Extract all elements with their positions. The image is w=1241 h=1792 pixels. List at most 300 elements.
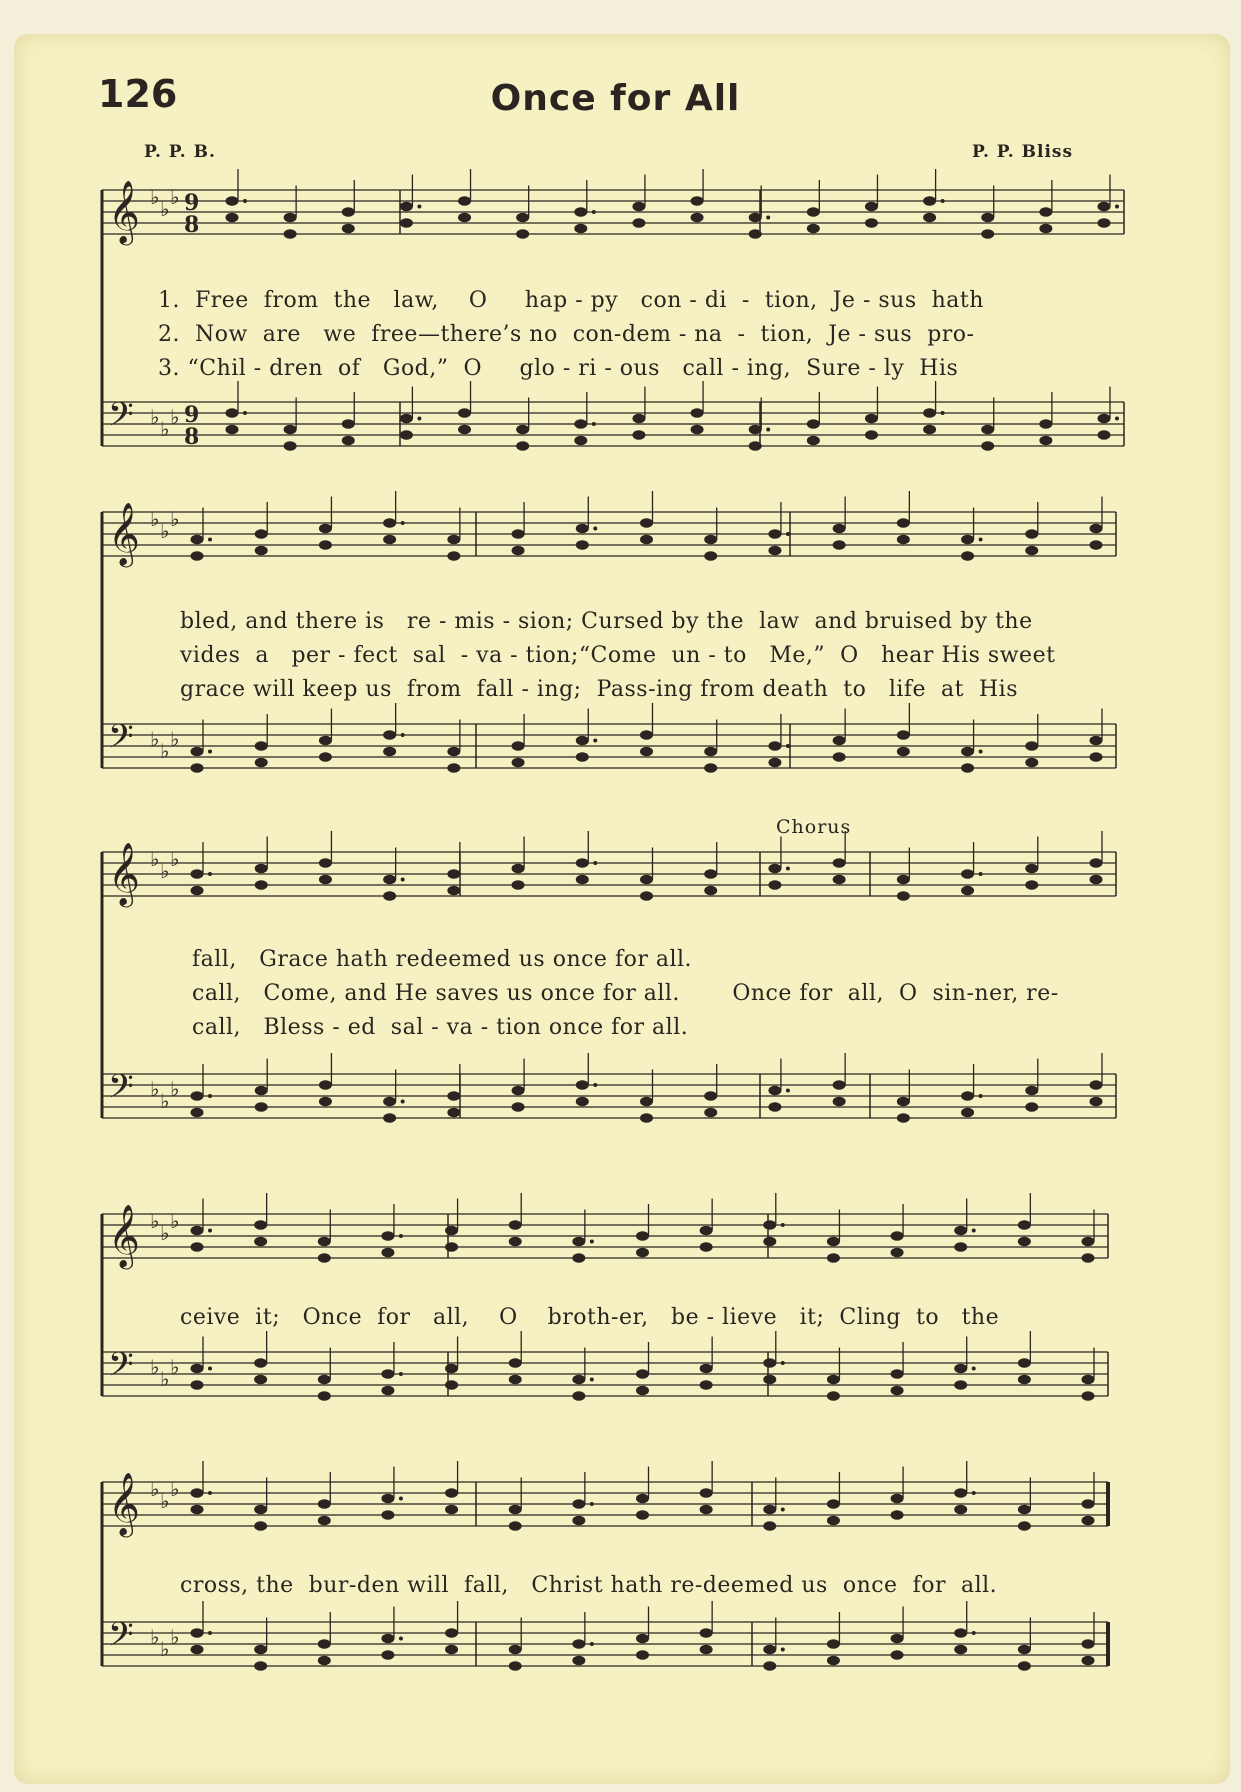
note-head [400, 218, 413, 228]
note-head [319, 524, 332, 534]
chorus-label: Chorus [776, 816, 852, 838]
time-sig-top: 9 [184, 190, 200, 216]
dot [1115, 417, 1119, 421]
note-head [640, 518, 653, 528]
flat-sign: ♭ [170, 1355, 180, 1379]
note-head [833, 858, 846, 868]
flat-sign: ♭ [170, 507, 180, 531]
dot [766, 428, 770, 432]
dot [972, 1229, 976, 1233]
time-sig-top: 9 [184, 402, 200, 428]
dot [401, 1100, 405, 1104]
note-head [572, 1391, 585, 1401]
flat-sign: ♭ [160, 859, 170, 883]
flat-sign: ♭ [150, 847, 160, 871]
note-head [700, 1380, 713, 1390]
note-head [572, 1499, 585, 1509]
hymn-number: 126 [98, 72, 178, 116]
dot [972, 1491, 976, 1495]
note-head [509, 1358, 522, 1368]
note-head [923, 425, 936, 435]
note-head [833, 736, 846, 746]
note-head [1090, 736, 1103, 746]
note-head [254, 1521, 267, 1531]
note-head [576, 1097, 589, 1107]
note-head [383, 730, 396, 740]
note-head [574, 436, 587, 446]
note-head [191, 535, 204, 545]
dot [592, 210, 596, 214]
note-head [574, 224, 587, 234]
note-head [1090, 1097, 1103, 1107]
dot [786, 532, 790, 536]
note-head [827, 1656, 840, 1666]
note-head [768, 741, 781, 751]
note-head [981, 425, 994, 435]
note-head [284, 441, 297, 451]
note-head [763, 1661, 776, 1671]
note-head [509, 1237, 522, 1247]
note-head [954, 1488, 967, 1498]
note-head [632, 414, 645, 424]
note-head [512, 529, 525, 539]
note-head [319, 875, 332, 885]
note-head [807, 224, 820, 234]
note-head [191, 1628, 204, 1638]
note-head [516, 441, 529, 451]
note-head [284, 213, 297, 223]
note-head [768, 1086, 781, 1096]
note-head [749, 213, 762, 223]
dot [399, 1637, 403, 1641]
dot [208, 750, 212, 754]
note-head [191, 1380, 204, 1390]
note-head [768, 758, 781, 768]
note-head [1082, 1656, 1095, 1666]
bass-clef: 𝄢 [108, 396, 134, 442]
note-head [897, 535, 910, 545]
note-head [636, 1634, 649, 1644]
dot [766, 216, 770, 220]
note-head [255, 880, 268, 890]
note-head [640, 730, 653, 740]
note-head [640, 875, 653, 885]
note-head [763, 1505, 776, 1515]
note-head [576, 736, 589, 746]
note-head [512, 880, 525, 890]
note-head [954, 1242, 967, 1252]
note-head [1025, 758, 1038, 768]
note-head [827, 1391, 840, 1401]
note-head [749, 229, 762, 239]
bass-clef: 𝄢 [108, 1068, 134, 1114]
note-head [512, 864, 525, 874]
dot [972, 1367, 976, 1371]
note-head [954, 1364, 967, 1374]
note-head [512, 1086, 525, 1096]
dot [243, 199, 247, 203]
note-head [383, 1097, 396, 1107]
note-head [1098, 430, 1111, 440]
note-head [961, 1108, 974, 1118]
note-head [255, 864, 268, 874]
note-head [509, 1505, 522, 1515]
note-head [381, 1369, 394, 1379]
note-head [704, 747, 717, 757]
flat-sign: ♭ [160, 739, 170, 763]
note-head [1039, 224, 1052, 234]
flat-sign: ♭ [160, 1637, 170, 1661]
treble-clef: 𝄞 [108, 180, 140, 243]
note-head [704, 1108, 717, 1118]
note-head [763, 1358, 776, 1368]
music-credit: P. P. Bliss [972, 142, 1074, 162]
note-head [447, 1091, 460, 1101]
note-head [961, 747, 974, 757]
note-head [381, 1494, 394, 1504]
note-head [445, 1226, 458, 1236]
flat-sign: ♭ [150, 1077, 160, 1101]
note-head [923, 408, 936, 418]
note-head [191, 1226, 204, 1236]
note-head [1090, 1080, 1103, 1090]
dot [243, 411, 247, 415]
note-head [576, 1080, 589, 1090]
dot [781, 1508, 785, 1512]
note-head [923, 213, 936, 223]
dot [208, 1491, 212, 1495]
note-head [400, 202, 413, 212]
dot [401, 733, 405, 737]
note-head [509, 1375, 522, 1385]
note-head [891, 1510, 904, 1520]
note-head [636, 1248, 649, 1258]
note-head [827, 1237, 840, 1247]
note-head [447, 869, 460, 879]
note-head [691, 196, 704, 206]
note-head [632, 218, 645, 228]
note-head [381, 1634, 394, 1644]
note-head [445, 1380, 458, 1390]
dot [786, 744, 790, 748]
lyric-s1-v2: 2. Now are we free—there’s no con-dem - na - tion, Je - sus pro- [158, 322, 975, 347]
note-head [447, 535, 460, 545]
note-head [833, 752, 846, 762]
note-head [1090, 858, 1103, 868]
dot [208, 1094, 212, 1098]
note-head [704, 1091, 717, 1101]
note-head [254, 1505, 267, 1515]
flat-sign: ♭ [160, 519, 170, 543]
note-head [640, 1113, 653, 1123]
note-head [700, 1645, 713, 1655]
flat-sign: ♭ [170, 405, 180, 429]
note-head [572, 1639, 585, 1649]
note-head [574, 207, 587, 217]
dot [786, 867, 790, 871]
note-head [574, 419, 587, 429]
note-head [833, 1080, 846, 1090]
note-head [445, 1505, 458, 1515]
note-head [636, 1494, 649, 1504]
note-head [1025, 529, 1038, 539]
note-head [954, 1645, 967, 1655]
note-head [961, 1091, 974, 1101]
note-head [897, 875, 910, 885]
flat-sign: ♭ [150, 1477, 160, 1501]
note-head [691, 213, 704, 223]
note-head [768, 546, 781, 556]
note-head [572, 1516, 585, 1526]
bass-clef: 𝄢 [108, 1616, 134, 1662]
lyric-s3-v2: call, Come, and He saves us once for all. Once for all, O sin-ner, re- [192, 981, 1059, 1006]
note-head [865, 430, 878, 440]
note-head [226, 425, 239, 435]
lyric-s5: cross, the bur-den will fall, Christ hath re-deemed us once for all. [180, 1573, 998, 1598]
note-head [318, 1656, 331, 1666]
note-head [897, 730, 910, 740]
dot [590, 1378, 594, 1382]
note-head [827, 1516, 840, 1526]
note-head [447, 886, 460, 896]
note-head [1082, 1375, 1095, 1385]
dot [590, 1642, 594, 1646]
note-head [1018, 1661, 1031, 1671]
note-head [191, 1505, 204, 1515]
note-head [516, 425, 529, 435]
note-head [191, 747, 204, 757]
dot [208, 1631, 212, 1635]
note-head [445, 1628, 458, 1638]
note-head [226, 213, 239, 223]
note-head [381, 1248, 394, 1258]
dot [781, 1223, 785, 1227]
note-head [833, 540, 846, 550]
treble-clef: 𝄞 [108, 502, 140, 565]
note-head [383, 518, 396, 528]
note-head [749, 441, 762, 451]
flat-sign: ♭ [160, 1367, 170, 1391]
note-head [255, 546, 268, 556]
note-head [1025, 880, 1038, 890]
note-head [632, 430, 645, 440]
note-head [318, 1516, 331, 1526]
lyric-s2-v1: bled, and there is re - mis - sion; Cursed by the law and bruised by the [180, 609, 1033, 634]
note-head [226, 408, 239, 418]
dot [979, 1094, 983, 1098]
note-head [636, 1386, 649, 1396]
flat-sign: ♭ [160, 1221, 170, 1245]
note-head [865, 218, 878, 228]
note-head [319, 752, 332, 762]
note-head [458, 425, 471, 435]
note-head [318, 1639, 331, 1649]
note-head [1018, 1645, 1031, 1655]
note-head [191, 886, 204, 896]
note-head [923, 196, 936, 206]
note-head [897, 518, 910, 528]
dot [593, 739, 597, 743]
flat-sign: ♭ [170, 1077, 180, 1101]
note-head [447, 551, 460, 561]
note-head [636, 1650, 649, 1660]
note-head [1025, 1086, 1038, 1096]
note-head [255, 758, 268, 768]
dot [972, 1631, 976, 1635]
note-head [961, 535, 974, 545]
note-head [254, 1237, 267, 1247]
dot [781, 1361, 785, 1365]
note-head [1090, 752, 1103, 762]
hymn-title-text: Once for All [490, 78, 741, 119]
note-head [445, 1242, 458, 1252]
note-head [763, 1237, 776, 1247]
dot [399, 1372, 403, 1376]
note-head [445, 1364, 458, 1374]
dot [593, 861, 597, 865]
note-head [516, 213, 529, 223]
note-head [381, 1231, 394, 1241]
note-head [458, 196, 471, 206]
note-head [640, 891, 653, 901]
note-head [509, 1645, 522, 1655]
note-head [512, 546, 525, 556]
note-head [763, 1645, 776, 1655]
note-head [284, 229, 297, 239]
note-head [576, 875, 589, 885]
note-head [807, 419, 820, 429]
note-head [342, 224, 355, 234]
flat-sign: ♭ [150, 507, 160, 531]
dot [417, 205, 421, 209]
bass-clef: 𝄢 [108, 718, 134, 764]
dot [590, 1502, 594, 1506]
note-head [254, 1220, 267, 1230]
note-head [255, 529, 268, 539]
note-head [1039, 207, 1052, 217]
dot [592, 422, 596, 426]
note-head [509, 1521, 522, 1531]
note-head [1082, 1237, 1095, 1247]
note-head [704, 763, 717, 773]
note-head [400, 414, 413, 424]
note-head [383, 535, 396, 545]
dot [593, 1083, 597, 1087]
lyric-s1-v3: 3. “Chil - dren of God,” O glo - ri - ous call - ing, Sure - ly His [158, 356, 959, 381]
note-head [191, 1108, 204, 1118]
note-head [1018, 1358, 1031, 1368]
note-head [254, 1661, 267, 1671]
note-head [636, 1369, 649, 1379]
note-head [768, 864, 781, 874]
note-head [319, 1097, 332, 1107]
note-head [458, 213, 471, 223]
words-credit: P. P. B. [144, 142, 216, 162]
flat-sign: ♭ [160, 417, 170, 441]
note-head [342, 419, 355, 429]
note-head [572, 1237, 585, 1247]
note-head [342, 436, 355, 446]
note-head [1082, 1516, 1095, 1526]
note-head [827, 1639, 840, 1649]
note-head [704, 535, 717, 545]
note-head [318, 1499, 331, 1509]
note-head [1082, 1253, 1095, 1263]
note-head [191, 1091, 204, 1101]
flat-sign: ♭ [150, 727, 160, 751]
note-head [191, 1364, 204, 1374]
note-head [749, 425, 762, 435]
note-head [255, 1086, 268, 1096]
note-head [319, 1080, 332, 1090]
note-head [447, 747, 460, 757]
note-head [319, 858, 332, 868]
lyric-s4: ceive it; Once for all, O broth-er, be - lieve it; Cling to the [180, 1305, 1000, 1330]
note-head [445, 1488, 458, 1498]
note-head [191, 869, 204, 879]
note-head [763, 1521, 776, 1531]
note-head [1018, 1505, 1031, 1515]
dot [979, 750, 983, 754]
note-head [1090, 875, 1103, 885]
note-head [572, 1656, 585, 1666]
flat-sign: ♭ [170, 1625, 180, 1649]
note-head [458, 408, 471, 418]
note-head [640, 747, 653, 757]
note-head [891, 1369, 904, 1379]
dot [979, 872, 983, 876]
dot [417, 417, 421, 421]
note-head [576, 540, 589, 550]
note-head [191, 763, 204, 773]
note-head [636, 1231, 649, 1241]
dot [1115, 205, 1119, 209]
dot [979, 538, 983, 542]
flat-sign: ♭ [150, 1625, 160, 1649]
note-head [318, 1253, 331, 1263]
note-head [807, 207, 820, 217]
note-head [447, 763, 460, 773]
note-head [897, 1113, 910, 1123]
note-head [891, 1494, 904, 1504]
note-head [1039, 419, 1052, 429]
dot [399, 1497, 403, 1501]
note-head [763, 1375, 776, 1385]
flat-sign: ♭ [160, 1489, 170, 1513]
note-head [318, 1391, 331, 1401]
note-head [1082, 1639, 1095, 1649]
note-head [640, 535, 653, 545]
note-head [891, 1248, 904, 1258]
note-head [691, 408, 704, 418]
time-sig-bottom: 8 [184, 212, 200, 238]
note-head [768, 529, 781, 539]
note-head [700, 1628, 713, 1638]
note-head [1098, 202, 1111, 212]
note-head [700, 1488, 713, 1498]
note-head [897, 747, 910, 757]
note-head [512, 758, 525, 768]
note-head [636, 1510, 649, 1520]
note-head [640, 1097, 653, 1107]
note-head [961, 886, 974, 896]
dot [941, 411, 945, 415]
treble-clef: 𝄞 [108, 1472, 140, 1535]
flat-sign: ♭ [150, 185, 160, 209]
note-head [833, 1097, 846, 1107]
note-head [1018, 1521, 1031, 1531]
note-head [865, 202, 878, 212]
